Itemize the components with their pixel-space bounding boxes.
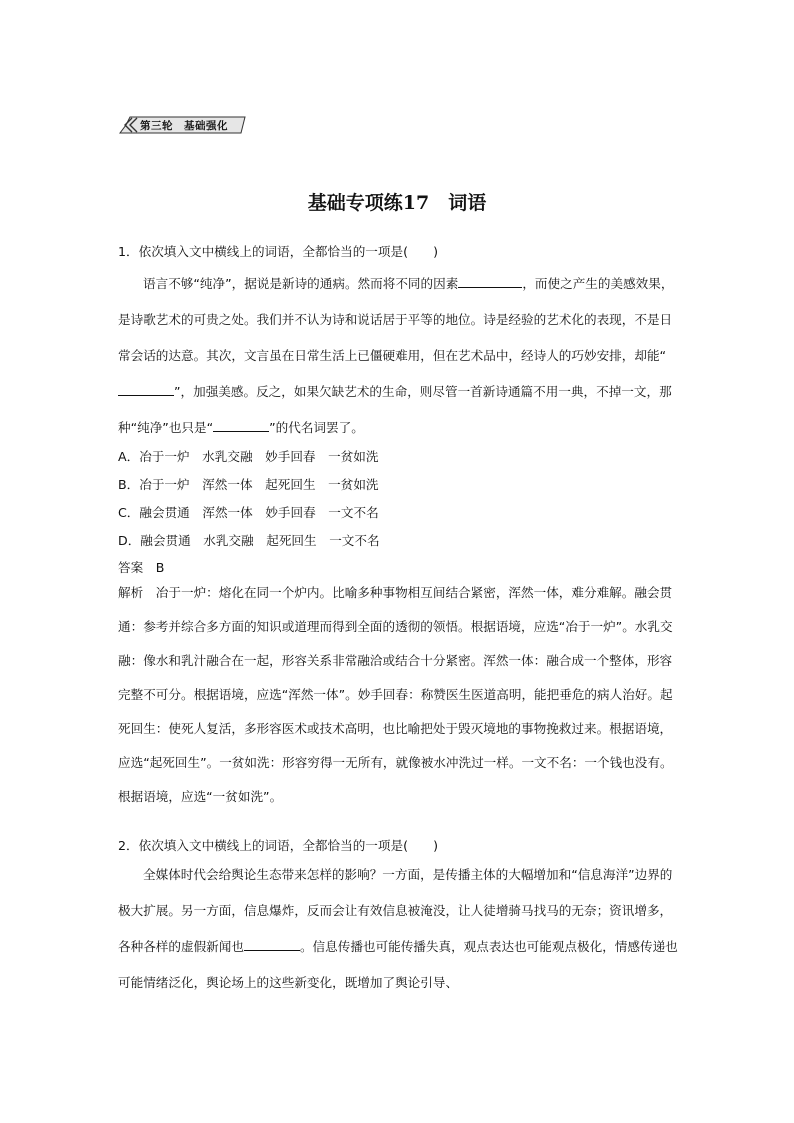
analysis-text: 解析 冶于一炉：熔化在同一个炉内。比喻多种事物相互间结合紧密，浑然一体，难分难解。融会贯通：参考并综合多方面的知识或道理而得到全面的透彻的领悟。根据语境，应选“冶于一炉”。水乳交融：像水和乳汁融合在一起，形容关系非常融洽或结合十分紧密。浑然一体：融合成一个整体，形容完整不可分。根据语境，应选“浑然一体”。妙手回春：称赞医生医道高明，能把垂危的病人治好。起死回生：使死人复活，多形容医术或技术高明，也比喻把处于毁灭境地的事物挽救过来。根据语境，应选“起死回生”。一贫如洗：形容穷得一无所有，就像被水冲洗过一样。一文不名：一个钱也没有。根据语境，应选“一贫如洗”。: [118, 585, 673, 804]
passage-text: 。信息传播也可能传播失真，观点表达也可能观点极化，情感传递也可能情绪泛化，舆论场上的这些新变化，既增加了舆论引导、: [118, 939, 678, 990]
option-c: C．融会贯通 浑然一体 妙手回春 一文不名: [118, 505, 379, 520]
fill-blank: [458, 276, 522, 288]
question-1-passage: [118, 266, 680, 446]
passage-text: 语言不够“纯净”，据说是新诗的通病。然而将不同的因素: [143, 276, 459, 291]
passage-text: 全媒体时代会给舆论生态带来怎样的影响？一方面，是传播主体的大幅增加和“信息海洋”边界的极大扩展。另一方面，信息爆炸，反而会让有效信息被淹没，让人徒增骑马找马的无奈；资讯增多，各种各样的虚假新闻也: [118, 867, 673, 954]
fill-blank: [244, 939, 300, 951]
option-b: B．冶于一炉 浑然一体 起死回生 一贫如洗: [118, 477, 379, 492]
passage-text: ”，加强美感。反之，如果欠缺艺术的生命，则尽管一首新诗通篇不用一典，不掉一文，那种“纯净”也只是“: [118, 384, 672, 435]
page-title: 基础专项练17 词语: [307, 192, 487, 214]
option-d: D．融会贯通 水乳交融 起死回生 一文不名: [118, 533, 380, 548]
question-1-stem: 1．依次填入文中横线上的词语，全都恰当的一项是( ): [118, 244, 439, 259]
badge-label: 第三轮 基础强化: [140, 120, 228, 132]
question-2-stem: 2．依次填入文中横线上的词语，全都恰当的一项是( ): [118, 838, 439, 853]
round-badge: [118, 116, 246, 134]
question-2-passage: [118, 857, 680, 1001]
fill-blank: [213, 420, 269, 432]
passage-text: ”的代名词罢了。: [269, 420, 364, 435]
passage-text: ，而使之产生的美感效果，是诗歌艺术的可贵之处。我们并不认为诗和说话居于平等的地位。诗是经验的艺术化的表现，不是日常会话的达意。其次，文言虽在日常生活上已僵硬难用，但在艺术品中，经诗人的巧妙安排，却能“: [118, 276, 674, 363]
answer-line: 答案 B: [118, 560, 165, 575]
option-a: A．冶于一炉 水乳交融 妙手回春 一贫如洗: [118, 449, 379, 464]
fill-blank: [118, 384, 174, 396]
